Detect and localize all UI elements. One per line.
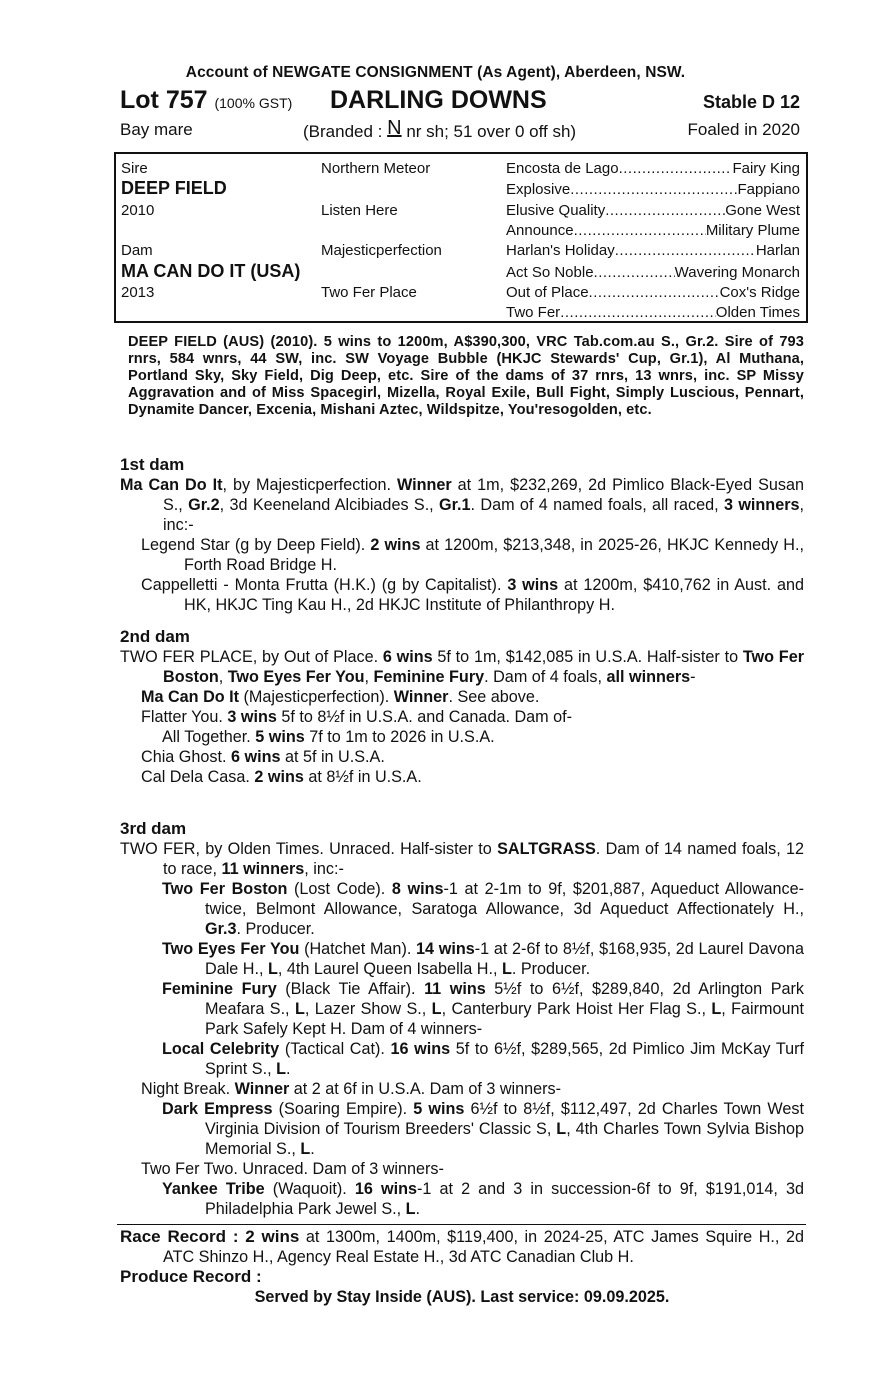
bold-run: Two Fer Boston <box>163 648 804 686</box>
ancestor-row: Encosta de Lago ..... Fairy King <box>506 160 800 177</box>
dam-name: MA CAN DO IT (USA) <box>121 261 301 281</box>
bold-run: L <box>405 1200 416 1218</box>
progeny-paragraph <box>141 939 804 979</box>
text-run: Cal Dela Casa. <box>141 768 255 786</box>
text-run: at 8½f in U.S.A. <box>303 768 422 786</box>
text-run: . <box>285 1060 291 1078</box>
text-run: (Hatchet Man). <box>299 940 417 958</box>
brand-description: (Branded : N nr sh; 51 over 0 off sh) <box>303 117 577 141</box>
bold-run: Dark Empress <box>162 1100 273 1118</box>
gst-note: (100% GST) <box>214 95 293 111</box>
text-run: Legend Star (g by Deep Field). <box>141 536 371 554</box>
progeny-paragraph <box>120 767 804 787</box>
bold-run: Winner <box>396 476 452 494</box>
text-run: , Canterbury Park Hoist Her Flag S., <box>441 1000 712 1018</box>
progeny-paragraph <box>120 1159 804 1179</box>
ancestor-row: Explosive ..... Fappiano <box>506 181 800 198</box>
bold-run: L <box>431 1000 442 1018</box>
sire-summary: DEEP FIELD (AUS) (2010). 5 wins to 1200m, A$390,300, VRC Tab.com.au S., Gr.2. Sire of 793 rnrs, 584 wnrs, 44 SW, inc. SW Voyage Bubble (HKJC Stewards' Cup, Gr.1), Al Muthana, Portland Sky, Sky Field, Dig Deep, etc. Sire of the dams of 37 rnrs, 13 wnrs, inc. SP Missy Aggravation and of Miss Spacegirl, Mizella, Royal Exile, Bull Fight, Simply Luscious, Pennart, Dynamite Dancer, Excenia, Mishani Aztec, Wildspitze, You'resogolden, etc. <box>128 334 804 418</box>
bold-run: all winners <box>606 668 691 686</box>
divider-rule <box>117 1224 806 1225</box>
text-run: Night Break. <box>141 1080 235 1098</box>
bold-run: Two Eyes Fer You <box>227 668 365 686</box>
text-run: 5½f to 6½f, $289,840, 2d Arlington Park Meafara S., <box>205 980 805 1018</box>
served-note: Served by Stay Inside (AUS). Last service: 09.09.2025. <box>254 1288 670 1306</box>
dam-paragraph <box>120 647 804 687</box>
pedigree-table <box>114 152 808 323</box>
text-run: at 1200m, $213,348, in 2025-26, HKJC Kennedy H., Forth Road Bridge H. <box>184 536 804 574</box>
race-record-label: Race Record : 2 wins <box>120 1227 300 1246</box>
text-run: (Majesticperfection). <box>239 688 394 706</box>
bold-run: Local Celebrity <box>162 1040 280 1058</box>
text-run: . <box>415 1200 421 1218</box>
progeny-paragraph <box>120 687 804 707</box>
text-run: , 4th Charles Town Sylvia Bishop Memorial S., <box>205 1120 805 1158</box>
bold-run: L <box>276 1060 286 1078</box>
text-run: All Together. <box>162 728 256 746</box>
bold-run: Gr.1 <box>439 496 471 514</box>
text-run: Flatter You. <box>141 708 228 726</box>
bold-run: 3 wins <box>227 708 277 726</box>
text-run: . Producer. <box>236 920 315 938</box>
progeny-paragraph <box>120 747 804 767</box>
bold-run: L <box>556 1120 567 1138</box>
bold-run: 16 wins <box>354 1180 417 1198</box>
bold-run: 5 wins <box>255 728 305 746</box>
progeny-paragraph <box>120 1039 804 1079</box>
consignor-line: Account of NEWGATE CONSIGNMENT (As Agent), Aberdeen, NSW. <box>185 64 686 81</box>
bold-run: 2 wins <box>370 536 421 554</box>
text-run: 6½f to 8½f, $112,497, 2d Charles Town West Virginia Division of Tourism Breeders' Classic S, <box>205 1100 804 1138</box>
text-run: . Dam of 4 named foals, all raced, <box>470 496 724 514</box>
text-run: . Dam of 4 foals, <box>484 668 607 686</box>
bold-run: L <box>267 960 278 978</box>
text-run: -1 at 2-6f to 8½f, $168,935, 2d Laurel Davona Dale H., <box>205 940 805 978</box>
bold-run: L <box>711 1000 722 1018</box>
bold-run: 11 winners <box>221 860 305 878</box>
bold-run: 3 winners <box>723 496 800 514</box>
third-dam-heading: 3rd dam <box>120 819 187 838</box>
bold-run: Winner <box>393 688 449 706</box>
race-record-text: at 1300m, 1400m, $119,400, in 2024-25, ATC James Squire H., 2d ATC Shinzo H., Agency Real Estate H., 3d ATC Canadian Club H. <box>163 1228 804 1266</box>
progeny-paragraph <box>141 879 804 939</box>
bold-run: L <box>501 960 512 978</box>
text-run: . See above. <box>448 688 540 706</box>
text-run: (Tactical Cat). <box>279 1040 391 1058</box>
records-section <box>120 1227 804 1307</box>
sex-colour: Bay mare <box>120 120 193 139</box>
produce-record-label: Produce Record : <box>120 1267 262 1286</box>
foaled-year: Foaled in 2020 <box>687 120 800 139</box>
ancestor-row: Harlan's Holiday ..... Harlan <box>506 242 800 259</box>
text-run: 5f to 8½f in U.S.A. and Canada. Dam of- <box>276 708 573 726</box>
bold-run: 11 wins <box>424 980 486 998</box>
sire-label: Sire <box>121 160 148 177</box>
text-run: Two Fer Two. Unraced. Dam of 3 winners- <box>141 1160 444 1178</box>
ancestor-row: Out of Place ..... Cox's Ridge <box>506 284 800 301</box>
text-run: . Producer. <box>511 960 591 978</box>
first-dam-heading: 1st dam <box>120 455 185 474</box>
bold-run: Feminine Fury <box>373 668 485 686</box>
ancestor-row: Two Fer ..... Olden Times <box>506 304 800 321</box>
ancestor-row: Act So Noble ..... Wavering Monarch <box>506 264 800 281</box>
text-run: at 5f in U.S.A. <box>280 748 385 766</box>
text-run: Cappelletti - Monta Frutta (H.K.) (g by Capitalist). <box>141 576 508 594</box>
bold-run: 6 wins <box>230 748 281 766</box>
race-record <box>120 1227 804 1267</box>
text-run: , Fairmount Park Safely Kept H. Dam of 4 winners- <box>205 1000 804 1038</box>
third-dam-section <box>120 819 804 1219</box>
lot-row <box>120 86 800 116</box>
horse-name: DARLING DOWNS <box>330 86 547 114</box>
second-dam-heading: 2nd dam <box>120 627 190 646</box>
bold-run: Yankee Tribe <box>162 1180 265 1198</box>
dam-label: Dam <box>121 242 153 259</box>
text-run: 5f to 1m, $142,085 in U.S.A. Half-sister to <box>432 648 743 666</box>
text-run: , Lazer Show S., <box>304 1000 432 1018</box>
dam-year: 2013 <box>121 284 155 301</box>
progeny-paragraph <box>120 535 804 575</box>
bold-run: 8 wins <box>391 880 444 898</box>
text-run: , inc:- <box>304 860 344 878</box>
sire-name: DEEP FIELD <box>121 178 227 198</box>
text-run: (Waquoit). <box>264 1180 355 1198</box>
text-run: , <box>218 668 228 686</box>
ancestor-row: Announce ..... Military Plume <box>506 222 800 239</box>
text-run: . Dam of 14 named foals, 12 to race, <box>163 840 805 878</box>
text-run: 7f to 1m to 2026 in U.S.A. <box>304 728 495 746</box>
first-dam-section <box>120 455 804 615</box>
text-run: , inc:- <box>163 496 804 534</box>
dam-dam: Two Fer Place <box>321 284 417 301</box>
bold-run: Gr.2 <box>188 496 220 514</box>
progeny-paragraph <box>120 1179 804 1219</box>
text-run: TWO FER, by Olden Times. Unraced. Half-sister to <box>120 840 498 858</box>
bold-run: Ma Can Do It <box>141 688 240 706</box>
text-run: , 4th Laurel Queen Isabella H., <box>277 960 502 978</box>
sire-year: 2010 <box>121 202 155 219</box>
bold-run: Two Eyes Fer You <box>162 940 300 958</box>
dam-paragraph <box>120 475 804 535</box>
text-run: (Black Tie Affair). <box>276 980 425 998</box>
ancestor-row: Elusive Quality ..... Gone West <box>506 202 800 219</box>
second-dam-section <box>120 627 804 787</box>
brand-glyph-icon: N <box>387 117 402 139</box>
text-run: -1 at 2 and 3 in succession-6f to 9f, $191,014, 3d Philadelphia Park Jewel S., <box>205 1180 805 1218</box>
text-run: Chia Ghost. <box>141 748 231 766</box>
lot-number: Lot 757 (100% GST) <box>120 86 293 114</box>
text-run: - <box>690 668 696 686</box>
text-run: (Soaring Empire). <box>272 1100 414 1118</box>
progeny-paragraph <box>120 727 804 747</box>
text-run: -1 at 2-1m to 9f, $201,887, Aqueduct Allowance-twice, Belmont Allowance, Saratoga Allowance, 3d Aqueduct Affectionately H., <box>205 880 804 918</box>
sire-sire: Northern Meteor <box>321 160 431 177</box>
bold-run: Feminine Fury <box>162 980 277 998</box>
bold-run: 16 wins <box>390 1040 451 1058</box>
progeny-paragraph <box>141 979 804 1039</box>
text-run: , <box>364 668 374 686</box>
bold-run: Two Fer Boston <box>162 880 288 898</box>
bold-run: 2 wins <box>254 768 304 786</box>
text-run: at 2 at 6f in U.S.A. Dam of 3 winners- <box>289 1080 561 1098</box>
progeny-paragraph <box>120 1079 804 1099</box>
bold-run: 6 wins <box>382 648 433 666</box>
sire-dam: Listen Here <box>321 202 398 219</box>
bold-run: 14 wins <box>416 940 475 958</box>
bold-run: Winner <box>234 1080 290 1098</box>
text-run: at 1200m, $410,762 in Aust. and HK, HKJC Ting Kau H., 2d HKJC Institute of Philanthropy H. <box>184 576 804 614</box>
text-run: (Lost Code). <box>287 880 392 898</box>
bold-run: SALTGRASS <box>497 840 596 858</box>
progeny-paragraph <box>120 707 804 727</box>
stable-location: Stable D 12 <box>702 92 800 112</box>
bold-run: Ma Can Do It <box>120 476 223 494</box>
progeny-paragraph <box>120 1099 804 1159</box>
bold-run: L <box>294 1000 305 1018</box>
progeny-paragraph <box>120 575 804 615</box>
text-run: at 1m, $232,269, 2d Pimlico Black-Eyed Susan S., <box>163 476 805 514</box>
text-run: . <box>310 1140 315 1158</box>
bold-run: 3 wins <box>507 576 559 594</box>
text-run: 5f to 6½f, $289,565, 2d Pimlico Jim McKay Turf Sprint S., <box>205 1040 804 1078</box>
dam-paragraph <box>120 839 804 879</box>
text-run: TWO FER PLACE, by Out of Place. <box>120 648 383 666</box>
dam-sire: Majesticperfection <box>321 242 442 259</box>
text-run: , by Majesticperfection. <box>222 476 397 494</box>
bold-run: 5 wins <box>413 1100 465 1118</box>
text-run: , 3d Keeneland Alcibiades S., <box>219 496 440 514</box>
bold-run: Gr.3 <box>205 920 237 938</box>
bold-run: L <box>300 1140 311 1158</box>
